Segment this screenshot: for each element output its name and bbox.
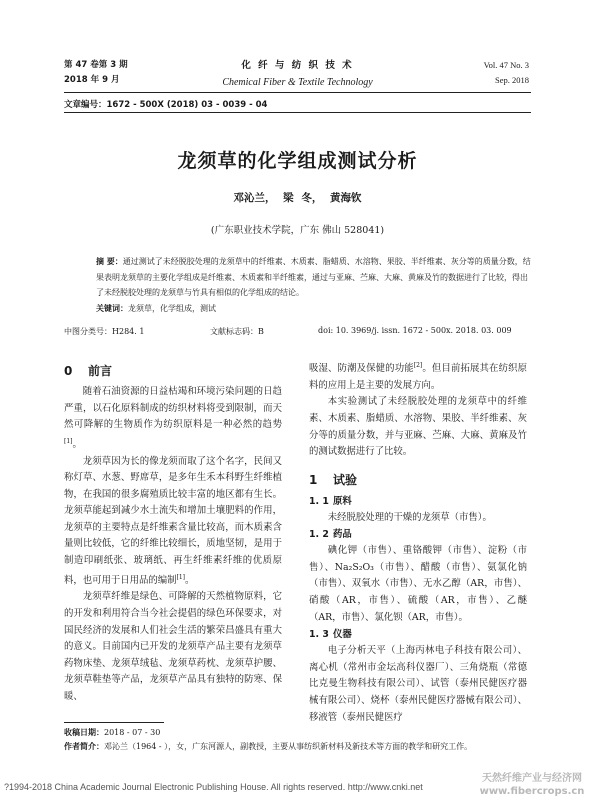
paragraph-1-text: 随着石油资源的日益枯竭和环境污染问题的日趋严重，以石化原料制成的纺织材料将受到限制，而天然可降解的生物质作为纺织原料是一种必然的趋势 [64,386,282,431]
copyright-line: ?1994-2018 China Academic Journal Electronic Publishing House. All rights reserved. http://www.cnki.net [4,782,423,792]
volume-cn: 第 47 卷第 3 期 [64,60,128,70]
header-rule [64,92,531,93]
section-1-number: 1 [309,472,318,487]
citation-1: [1] [64,437,73,445]
section-1-heading [309,469,527,491]
abstract-block [96,254,531,316]
received-date [64,726,534,740]
left-column [64,358,282,706]
header-volume-en [484,58,529,88]
paper-affiliation: (广东职业技术学院，广东 佛山 528041) [210,225,385,236]
watermark: 天然纤维产业与经济网 www.fibercrops.cn [479,773,585,797]
abstract-label: 摘 要： [96,257,123,266]
section-1-3-number: 1. 3 [309,629,329,641]
date-en: Sep. 2018 [495,75,529,85]
section-1-2-heading [309,526,527,543]
paragraph-2-end: 。 [185,574,195,586]
received-label: 收稿日期： [64,728,104,737]
journal-name-cn: 化 纤 与 纺 织 技 术 [241,60,354,71]
section-1-title: 试验 [333,472,358,487]
section-1-3-title: 仪器 [333,629,352,641]
header-volume [64,58,128,88]
clc-field [64,326,144,337]
header-journal [200,57,395,91]
volume-en: Vol. 47 No. 3 [483,60,529,70]
paragraph-4 [309,358,527,394]
keywords-label: 关键词： [96,303,128,313]
section-0-number: 0 [64,364,73,378]
doi-field: doi: 10. 3969/j. issn. 1672 - 500x. 2018. 03. 009 [318,326,512,335]
paragraph-4-text: 吸湿、防潮及保健的功能 [309,363,414,375]
section-0-heading [64,360,282,382]
section-1-1-title: 原料 [333,495,352,507]
section-1-1-number: 1. 1 [309,495,329,507]
footnote-block [64,726,534,754]
paper-authors: 邓沁兰， 梁 冬， 黄海钦 [233,192,362,204]
section-0-title: 前言 [88,364,113,378]
abstract-text: 通过测试了未经脱胶处理的龙须草中的纤维素、木质素、脂蜡质、水溶物、果胶、半纤维素、灰分等的质量分数，结果表明龙须草的主要化学组成是纤维素、木质素和半纤维素，通过与亚麻、苎麻、大麻、黄麻及竹的数据进行了比较，得出了未经脱胶处理的龙须草与竹具有相似的化学组成的结论。 [96,257,531,297]
paper-title: 龙须草的化学组成测试分析 [177,150,418,172]
section-1-2-title: 药品 [333,529,352,541]
doc-code-label: 文献标志码： [210,327,258,336]
right-column [309,358,527,726]
paragraph-4-end: 。但目前拓展其在纺织原料的应用上是主要的发展方向。 [309,363,527,391]
date-cn: 2018 年 9 月 [64,75,120,85]
author-bio-text: 邓沁兰（1964 - ），女，广东河源人，副教授，主要从事纺织新材料及新技术等方面的教学和研究工作。 [104,742,473,751]
doc-code-field [210,326,264,337]
section-1-3-text: 电子分析天平（上海丙林电子科技有限公司）、离心机（常州市金坛高科仪器厂）、三角烧瓶（常德比克曼生物科技有限公司）、试管（泰州民健医疗器械有限公司）、烧杯（泰州民健医疗器械有限公司）、移液管（泰州民健医疗 [309,645,527,723]
article-rule [64,112,531,113]
footnote-rule [64,722,164,723]
keywords-text: 龙须草，化学组成，测试 [128,303,216,313]
journal-name-en: Chemical Fiber & Textile Technology [222,77,373,88]
citation-3: [2] [413,362,423,369]
section-1-2-number: 1. 2 [309,529,329,541]
section-1-1-text: 未经脱胶处理的干燥的龙须草（市售）。 [327,511,492,523]
paragraph-5: 本实验测试了未经脱胶处理的龙须草中的纤维素、木质素、脂蜡质、水溶物、果胶、半纤维素、灰分等的质量分数，并与亚麻、苎麻、大麻、黄麻及竹的测试数据进行了比较。 [309,396,527,458]
received-value: 2018 - 07 - 30 [104,728,161,737]
author-bio [64,740,534,754]
section-1-2-text: 碘化钾（市售）、重铬酸钾（市售）、淀粉（市售）、Na₂S₂O₃（市售）、醋酸（市售）、氨氯化钠（市售）、双氧水（市售）、无水乙醇（AR，市售）、硝酸（AR，市售）、硫酸（AR，市售）、乙醚（AR，市售）、氯化钡（AR，市售）。 [309,545,527,623]
paragraph-1 [64,384,282,454]
doc-code-value: B [258,327,264,336]
paragraph-2-text: 龙须草因为长的像龙须而取了这个名字，民间又称灯草、水葱、野席草，是多年生禾本科野生纤维植物，在我国的很多腐殖质比较丰富的地区都有生长。龙须草能起到减少水土流失和增加土壤肥料的作用，龙须草的主要特点是纤维素含量比较高，而木质素含量则比较低，它的纤维比较细长，质地坚韧，是用于制造印刷纸张、玻璃纸、再生纤维素纤维的优质原料，也可用于日用品的编制 [64,455,282,586]
paragraph-1-end: 。 [72,438,82,450]
paragraph-3: 龙须草纤维是绿色、可降解的天然植物原料，它的开发和利用符合当今社会提倡的绿色环保要求，对国民经济的发展和人们社会生活的繁荣昌盛具有重大的意义。目前国内已开发的龙须草产品主要有龙须草药物床垫、龙须草绒毡、龙须草药枕、龙须草护腰、龙须草鞋垫等产品，龙须草产品具有独特的防寒、保暖、 [64,591,282,702]
clc-value: H284. 1 [112,327,145,336]
clc-label: 中图分类号： [64,327,112,336]
section-1-3-heading [309,626,527,643]
section-1-1-heading [309,493,527,510]
paragraph-2 [64,454,282,590]
article-number: 文章编号：1672 - 500X (2018) 03 - 0039 - 04 [64,100,268,110]
author-bio-label: 作者简介： [64,742,104,751]
citation-2: [1] [176,573,186,581]
